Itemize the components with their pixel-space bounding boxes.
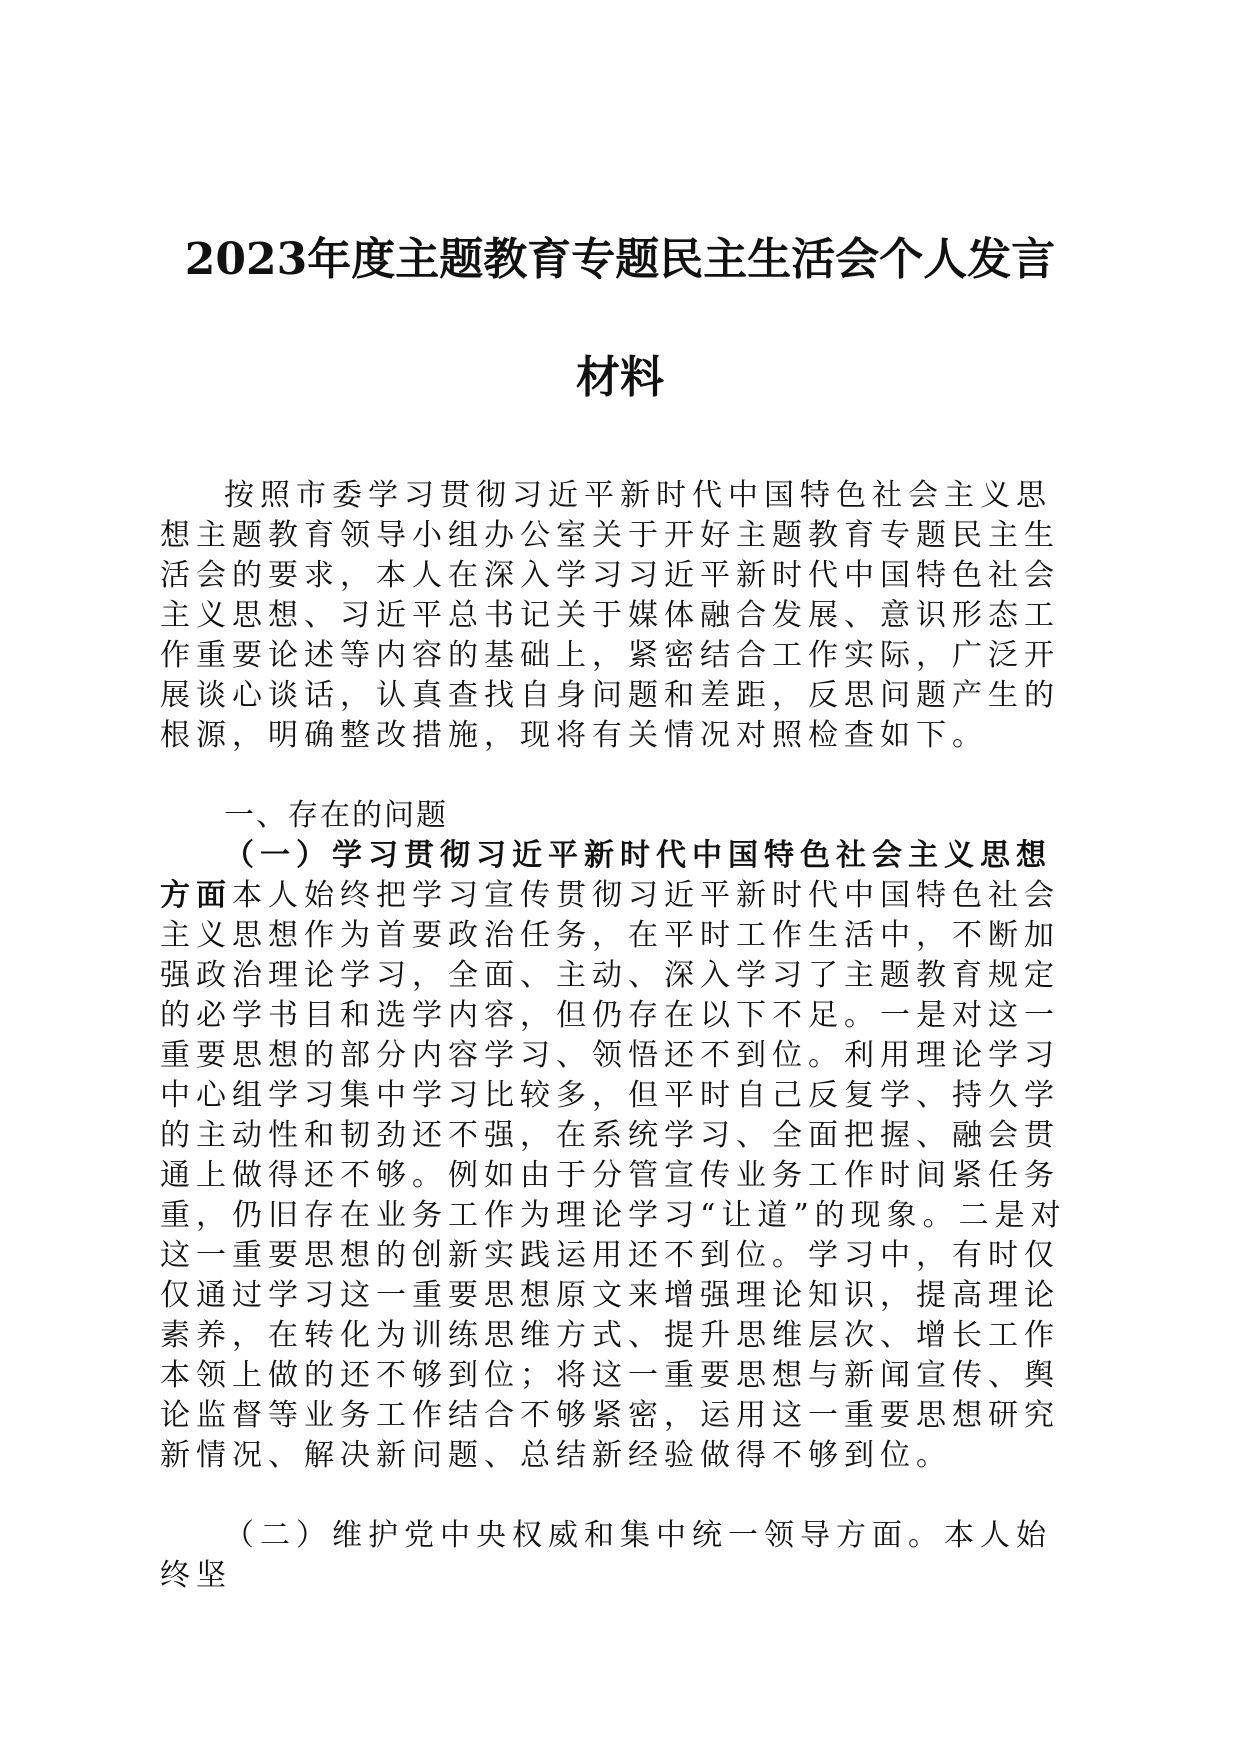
subsection-2-heading: （二）维护党中央权威和集中统一领导方面。 [224, 1518, 944, 1553]
document-title-line1: 2023年度主题教育专题民主生活会个人发言 [184, 234, 1056, 285]
subsection-1-body: 本人始终把学习宣传贯彻习近平新时代中国特色社会主义思想作为首要政治任务，在平时工作生活中，不断加强政治理论学习，全面、主动、深入学习了主题教育规定的必学书目和选学内容，但仍存在以下不足。一是对这一重要思想的部分内容学习、领悟还不到位。利用理论学习中心组学习集中学习比较多，但平时自己反复学、持久学的主动性和韧劲还不强，在系统学习、全面把握、融会贯通上做得还不够。例如由于分管宣传业务工作时间紧任务重，仍旧存在业务工作为理论学习“让道”的现象。二是对这一重要思想的创新实践运用还不到位。学习中，有时仅仅通过学习这一重要思想原文来增强理论知识，提高理论素养，在转化为训练思维方式、提升思维层次、增长工作本领上做的还不够到位；将这一重要思想与新闻宣传、舆论监督等业务工作结合不够紧密，运用这一重要思想研究新情况、解决新问题、总结新经验做得不够到位。 [160, 878, 1067, 1473]
document-title-line2: 材料 [576, 352, 664, 403]
section-heading-problems: 一、存在的问题 [224, 798, 448, 833]
subsection-1-heading: （一）学习贯彻习近平新时代中国特色社会主义思想方面 [160, 838, 1052, 913]
subsection-2-paragraph [160, 1516, 1080, 1596]
intro-paragraph: 按照市委学习贯彻习近平新时代中国特色社会主义思想主题教育领导小组办公室关于开好主题教育专题民主生活会的要求，本人在深入学习习近平新时代中国特色社会主义思想、习近平总书记关于媒体融合发展、意识形态工作重要论述等内容的基础上，紧密结合工作实际，广泛开展谈心谈话，认真查找自身问题和差距，反思问题产生的根源，明确整改措施，现将有关情况对照检查如下。 [160, 478, 1060, 753]
subsection-1-paragraph [160, 836, 1080, 1476]
subsection-2-body: 本人始终坚 [160, 1518, 1052, 1593]
